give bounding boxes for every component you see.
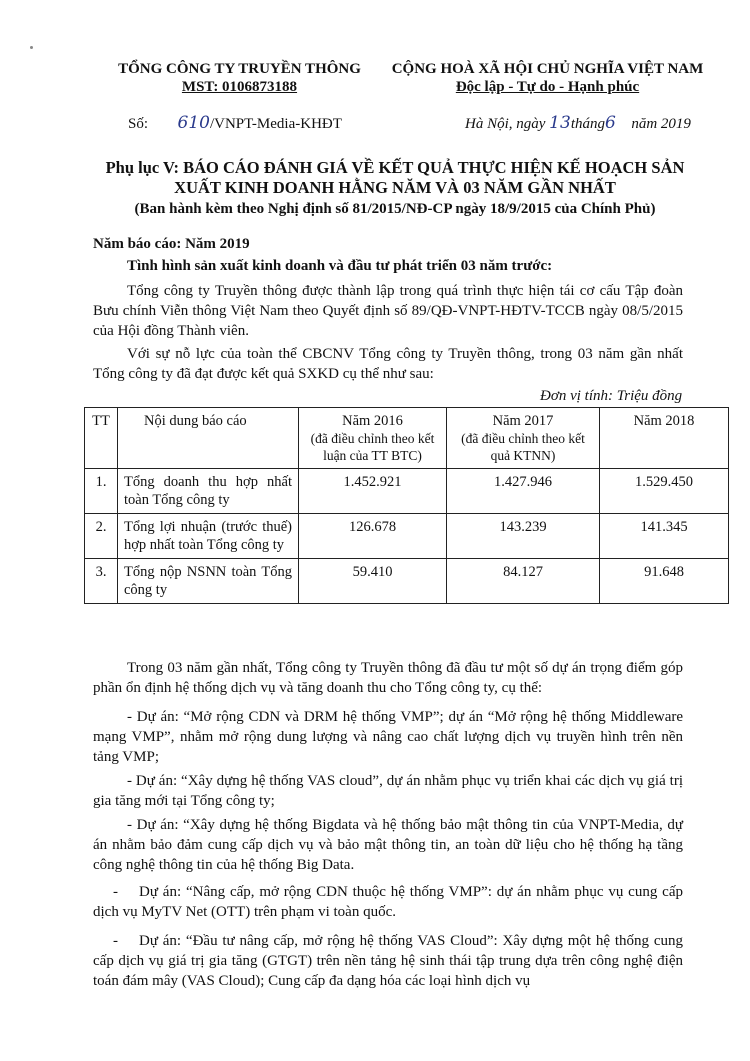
row-content: Tổng lợi nhuận (trước thuế) hợp nhất toàn Tổng công ty: [118, 514, 299, 559]
paragraph-text: Trong 03 năm gần nhất, Tổng công ty Truyền thông đã đầu tư một số dự án trọng điểm góp phần ổn định hệ thống dịch vụ và tăng doanh thu cho Tổng công ty, cụ thể:: [93, 660, 683, 696]
col-header-2017: [447, 408, 600, 469]
row-content: Tổng nộp NSNN toàn Tổng công ty: [118, 559, 299, 604]
project-text: - Dự án: “Mở rộng CDN và DRM hệ thống VMP”; dự án “Mở rộng hệ thống Middleware mạng VMP”, nhằm mở rộng dung lượng và nâng cao chất lượng dịch vụ truyền hình trên nền tảng VMP;: [93, 709, 683, 765]
header-note-2016: (đã điều chỉnh theo kết luận của TT BTC): [310, 431, 435, 463]
bullet-dash: -: [113, 933, 118, 949]
col-header-2016: [299, 408, 447, 469]
row-value-2017: 1.427.946: [447, 469, 600, 514]
table-row: [85, 469, 729, 514]
doc-no-label: Số:: [128, 116, 149, 132]
bullet-dash: -: [113, 884, 118, 900]
title-line-1: Phụ lục V: BÁO CÁO ĐÁNH GIÁ VỀ KẾT QUẢ THỰC HIỆN KẾ HOẠCH SẢN: [105, 158, 685, 177]
paragraph-results-intro: [93, 344, 683, 384]
table-header-row: [85, 408, 729, 469]
results-table: [84, 407, 729, 604]
project-text: - Dự án: “Xây dựng hệ thống Bigdata và hệ thống bảo mật thông tin của VNPT-Media, dự án nhằm bảo đảm cung cấp dịch vụ và bảo mật thông tin, an toàn dữ liệu cho hệ thống hạ tầng công nghệ thông tin của hệ thống Big Data.: [93, 817, 683, 873]
date-month-label: tháng: [570, 116, 605, 132]
tax-code: MST: 0106873188: [181, 79, 298, 95]
scan-speck: [30, 46, 33, 49]
project-item: [93, 771, 683, 811]
unit-note: Đơn vị tính: Triệu đồng: [540, 388, 683, 404]
row-tt: 2.: [85, 514, 118, 559]
row-value-2017: 84.127: [447, 559, 600, 604]
row-tt: 1.: [85, 469, 118, 514]
document-number: [128, 113, 342, 133]
project-item: [93, 931, 683, 991]
project-item: [93, 707, 683, 767]
table-row: [85, 514, 729, 559]
national-header: [385, 60, 710, 96]
header-year-2017: Năm 2017: [492, 413, 554, 429]
title-line-2: XUẤT KINH DOANH HẰNG NĂM VÀ 03 NĂM GẦN NHẤT: [174, 178, 616, 197]
date-year: năm 2019: [631, 116, 691, 132]
report-year: Năm báo cáo: Năm 2019: [93, 236, 250, 252]
row-value-2018: 141.345: [600, 514, 729, 559]
row-tt: 3.: [85, 559, 118, 604]
header-year-2016: Năm 2016: [342, 413, 403, 429]
paragraph-establishment: [93, 281, 683, 341]
project-text: Dự án: “Đầu tư nâng cấp, mở rộng hệ thống VAS Cloud”: Xây dựng một hệ thống cung cấp dịch vụ giá trị gia tăng (GTGT) trên nền tảng hệ sinh thái tập trung dựa trên công nghệ điện toán đám mây (VAS Cloud); Cung cấp đa dạng hóa các loại hình dịch vụ: [93, 933, 683, 989]
header-note-2017: (đã điều chỉnh theo kết quả KTNN): [461, 431, 585, 463]
row-value-2016: 59.410: [299, 559, 447, 604]
row-value-2017: 143.239: [447, 514, 600, 559]
org-name: TỔNG CÔNG TY TRUYỀN THÔNG: [118, 61, 361, 77]
document-title: [60, 158, 730, 198]
document-date: [465, 113, 691, 133]
table-row: [85, 559, 729, 604]
doc-no-handwritten: 610: [177, 113, 210, 133]
project-item: [93, 882, 683, 922]
organization-header: [112, 60, 367, 96]
col-header-content: Nội dung báo cáo: [118, 408, 299, 469]
paragraph-investment-intro: [93, 658, 683, 698]
project-text: Dự án: “Nâng cấp, mở rộng CDN thuộc hệ thống VMP”: dự án nhằm phục vụ cung cấp dịch vụ MyTV Net (OTT) trên phạm vi toàn quốc.: [93, 884, 683, 920]
col-header-2018: Năm 2018: [600, 408, 729, 469]
paragraph-text: Tổng công ty Truyền thông được thành lập trong quá trình thực hiện tái cơ cấu Tập đoàn Bưu chính Viễn thông Việt Nam theo Quyết định số 89/QĐ-VNPT-HĐTV-TCCB ngày 08/5/2015 của Hội đồng Thành viên.: [93, 283, 683, 339]
paragraph-text: Với sự nỗ lực của toàn thể CBCNV Tổng công ty Truyền thông, trong 03 năm gần nhất Tổng công ty đã đạt được kết quả SXKD cụ thể như sau:: [93, 346, 683, 382]
row-value-2016: 126.678: [299, 514, 447, 559]
date-prefix: Hà Nội, ngày: [465, 116, 546, 132]
row-value-2018: 1.529.450: [600, 469, 729, 514]
document-subtitle: (Ban hành kèm theo Nghị định số 81/2015/NĐ-CP ngày 18/9/2015 của Chính Phủ): [134, 201, 656, 217]
doc-no-suffix: /VNPT-Media-KHĐT: [209, 116, 342, 132]
row-value-2018: 91.648: [600, 559, 729, 604]
row-value-2016: 1.452.921: [299, 469, 447, 514]
row-content: Tổng doanh thu hợp nhất toàn Tổng công ty: [118, 469, 299, 514]
republic-title: CỘNG HOÀ XÃ HỘI CHỦ NGHĨA VIỆT NAM: [391, 61, 704, 77]
section-heading: Tình hình sản xuất kinh doanh và đầu tư phát triển 03 năm trước:: [127, 258, 553, 274]
national-motto: Độc lập - Tự do - Hạnh phúc: [455, 79, 640, 95]
project-item: [93, 815, 683, 875]
date-day-handwritten: 13: [549, 113, 571, 133]
col-header-tt: TT: [85, 408, 118, 469]
date-month-handwritten: 6: [604, 113, 616, 133]
project-text: - Dự án: “Xây dựng hệ thống VAS cloud”, dự án nhằm phục vụ triển khai các dịch vụ giá trị gia tăng mới tại Tổng công ty;: [93, 773, 683, 809]
